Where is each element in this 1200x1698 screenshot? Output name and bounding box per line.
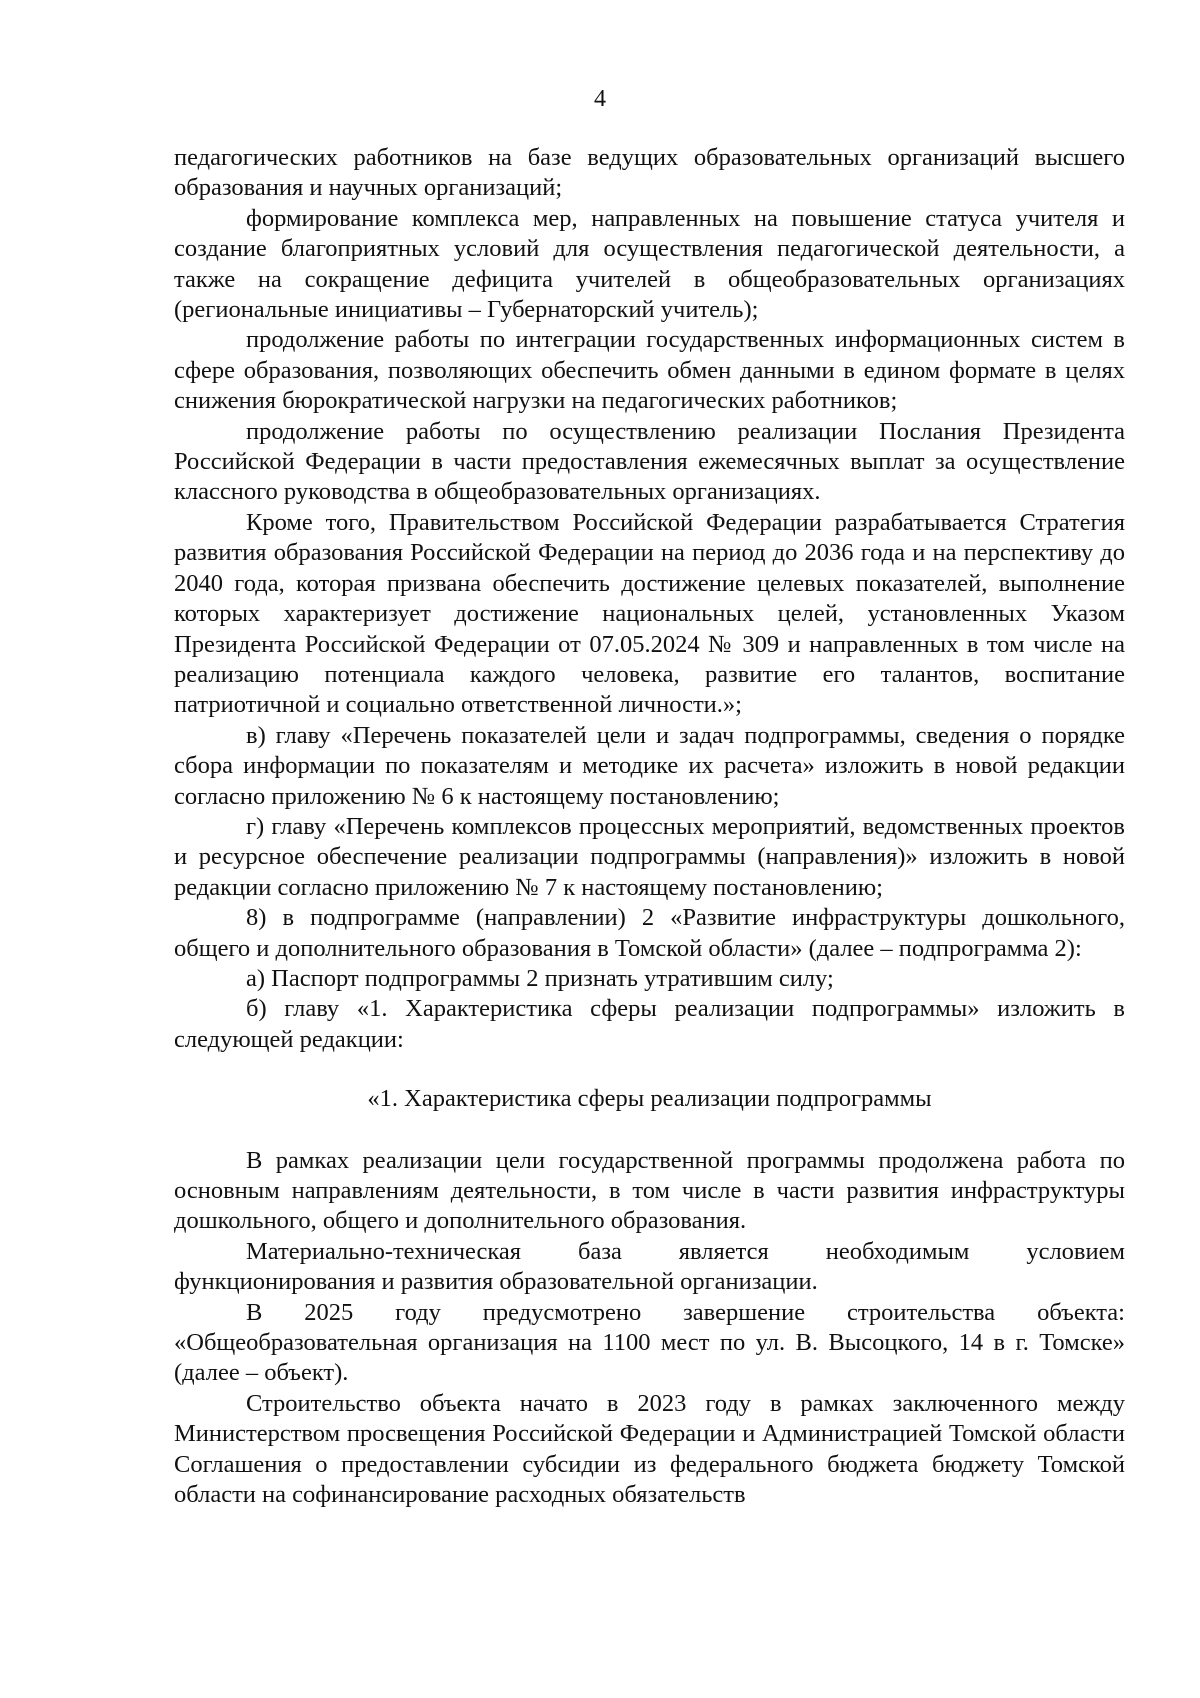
paragraph: продолжение работы по осуществлению реализации Послания Президента Российской Федерации в части предоставления ежемесячных выплат за осуществление классного руководства в общеобразовательных организациях. — [174, 417, 1125, 506]
paragraph: Материально-техническая база является необходимым условием функционирования и развития образовательной организации. — [174, 1237, 1125, 1296]
document-body — [174, 143, 1125, 1510]
paragraph: 8) в подпрограмме (направлении) 2 «Развитие инфраструктуры дошкольного, общего и дополнительного образования в Томской области» (далее – подпрограмма 2): — [174, 904, 1125, 962]
section-heading: «1. Характеристика сферы реализации подпрограммы — [367, 1085, 932, 1113]
paragraph: а) Паспорт подпрограммы 2 признать утратившим силу; — [246, 964, 834, 992]
paragraph: формирование комплекса мер, направленных на повышение статуса учителя и создание благоприятных условий для осуществления педагогической деятельности, а также на сокращение дефицита учителей в общеобразовательных организациях (региональные инициативы – Губернаторский учитель); — [174, 204, 1125, 324]
paragraph: Кроме того, Правительством Российской Федерации разрабатывается Стратегия развития образования Российской Федерации на период до 2036 года и на перспективу до 2040 года, которая призвана обеспечить достижение целевых показателей, выполнение которых характеризует достижение национальных целей, установленных Указом Президента Российской Федерации от 07.05.2024 № 309 и направленных в том числе на реализацию потенциала каждого человека, развитие его талантов, воспитание патриотичной и социально ответственной личности.»; — [174, 508, 1125, 719]
paragraph: В 2025 году предусмотрено завершение строительства объекта: «Общеобразовательная организация на 1100 мест по ул. В. Высоцкого, 14 в г. Томске» (далее – объект). — [174, 1298, 1125, 1387]
paragraph: продолжение работы по интеграции государственных информационных систем в сфере образования, позволяющих обеспечить обмен данными в едином формате в целях снижения бюрократической нагрузки на педагогических работников; — [174, 326, 1125, 415]
paragraph: г) главу «Перечень комплексов процессных мероприятий, ведомственных проектов и ресурсное обеспечение реализации подпрограммы (направления)» изложить в новой редакции согласно приложению № 7 к настоящему постановлению; — [174, 812, 1125, 901]
page-number: 4 — [594, 86, 606, 112]
paragraph: Строительство объекта начато в 2023 году в рамках заключенного между Министерством просвещения Российской Федерации и Администрацией Томской области Соглашения о предоставлении субсидии из федерального бюджета бюджету Томской области на софинансирование расходных обязательств — [174, 1389, 1125, 1509]
paragraph: педагогических работников на базе ведущих образовательных организаций высшего образования и научных организаций; — [174, 144, 1125, 202]
paragraph: В рамках реализации цели государственной программы продолжена работа по основным направлениям деятельности, в том числе в части развития инфраструктуры дошкольного, общего и дополнительного образования. — [174, 1146, 1125, 1235]
paragraph: б) главу «1. Характеристика сферы реализации подпрограммы» изложить в следующей редакции: — [174, 995, 1125, 1053]
paragraph: в) главу «Перечень показателей цели и задач подпрограммы, сведения о порядке сбора информации по показателям и методике их расчета» изложить в новой редакции согласно приложению № 6 к настоящему постановлению; — [174, 721, 1125, 810]
